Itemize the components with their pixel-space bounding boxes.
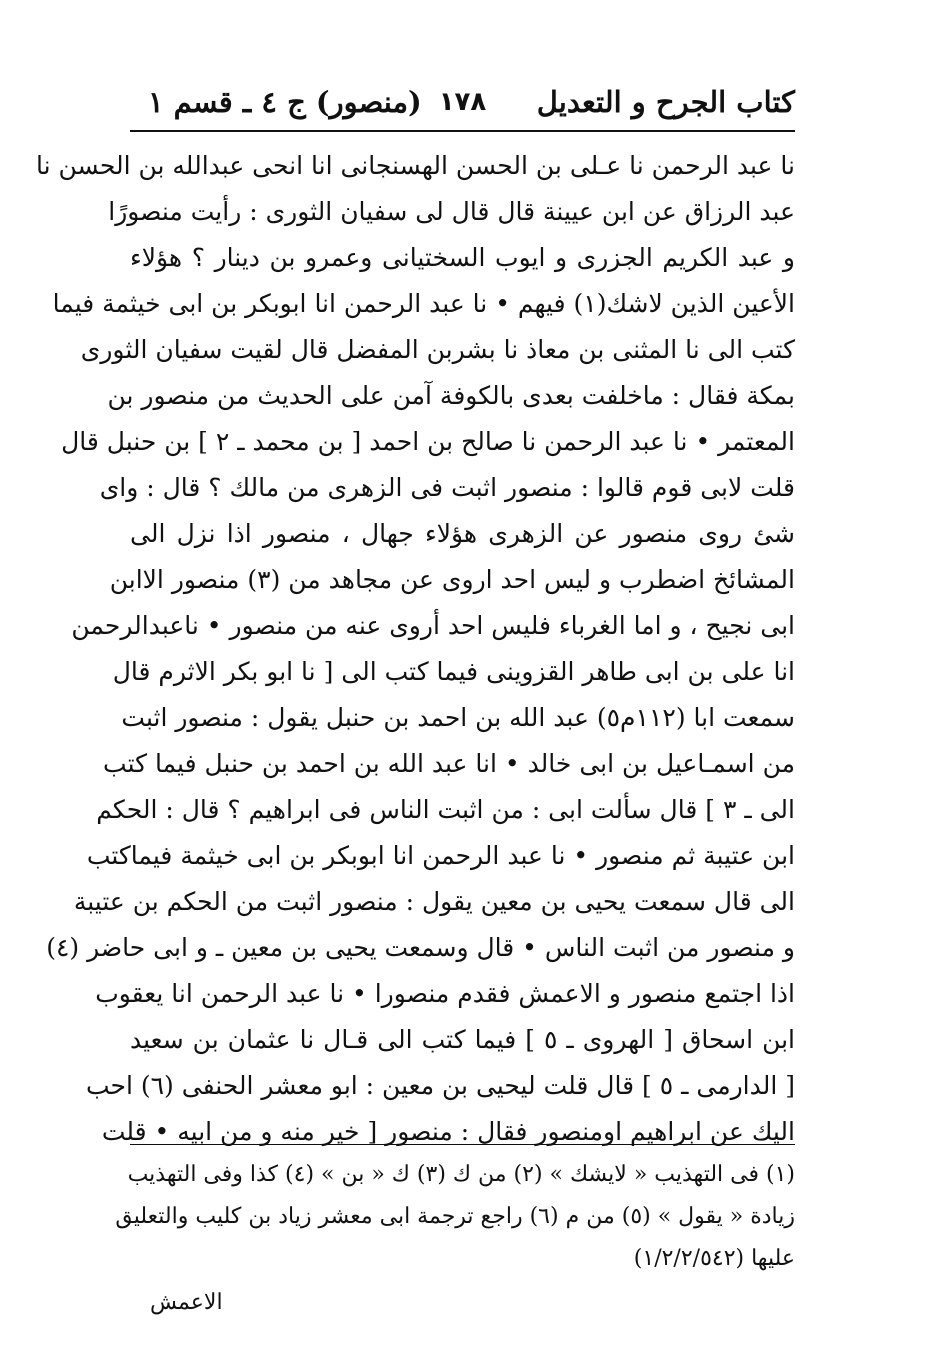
running-title: كتاب الجرح و التعديل xyxy=(536,85,795,119)
text-line: [ الدارمى ـ ٥ ] قال قلت ليحيى بن معين : ابو معشر الحنفى (٦) احب xyxy=(85,1071,795,1100)
text-line: كتب الى نا المثنى بن معاذ نا بشربن المفضل قال لقيت سفيان الثورى xyxy=(80,335,795,364)
footnote-line: (١) فى التهذيب « لايشك » (٢) من ك (٣) ك « بن » (٤) كذا وفى التهذيب xyxy=(127,1162,795,1187)
text-line: الأعين الذين لاشك(١) فيهم • نا عبد الرحمن انا ابوبكر بن ابى خيثمة فيما xyxy=(52,289,795,318)
text-line: سمعت ابا (١١٢م٥) عبد الله بن احمد بن حنبل يقول : منصور اثبت xyxy=(121,703,795,732)
section-label: (منصور) ج ٤ ـ قسم ١ xyxy=(148,85,422,119)
text-line: انا على بن ابى طاهر القزوينى فيما كتب الى [ نا ابو بكر الاثرم قال xyxy=(112,657,795,686)
catchword: الاعمش xyxy=(150,1290,223,1315)
text-line: ابى نجيح ، و اما الغرباء فليس احد أروى عنه من منصور • ناعبدالرحمن xyxy=(71,611,795,640)
text-line: ابن عتيبة ثم منصور • نا عبد الرحمن انا ابوبكر بن ابى خيثمة فيماكتب xyxy=(86,841,795,870)
page-number: ١٧٨ xyxy=(438,87,487,117)
footnotes xyxy=(115,1154,795,1280)
text-line: اذا اجتمع منصور و الاعمش فقدم منصورا • نا عبد الرحمن انا يعقوب xyxy=(95,979,795,1008)
text-line: الى قال سمعت يحيى بن معين يقول : منصور اثبت من الحكم بن عتيبة xyxy=(73,887,795,916)
text-line: الى ـ ٣ ] قال سألت ابى : من اثبت الناس فى ابراهيم ؟ قال : الحكم xyxy=(96,795,795,824)
text-line: نا عبد الرحمن نا عـلى بن الحسن الهسنجانى انا انحى عبدالله بن الحسن نا xyxy=(35,151,795,180)
text-line: شئ روى منصور عن الزهرى هؤلاء جهال ، منصور اذا نزل الى xyxy=(130,519,795,548)
text-line: من اسمـاعيل بن ابى خالد • انا عبد الله بن احمد بن حنبل فيما كتب xyxy=(103,749,795,778)
text-line: المشائخ اضطرب و ليس احد اروى عن مجاهد من (٣) منصور الاابن xyxy=(109,565,795,594)
text-line: المعتمر • نا عبد الرحمن نا صالح بن احمد [ بن محمد ـ ٢ ] بن حنبل قال xyxy=(61,427,795,456)
text-line: و عبد الكريم الجزرى و ايوب السختيانى وعمرو بن دينار ؟ هؤلاء xyxy=(130,243,795,272)
text-line: ابن اسحاق [ الهروى ـ ٥ ] فيما كتب الى قـال نا عثمان بن سعيد xyxy=(130,1025,795,1054)
main-text xyxy=(35,143,795,1155)
footnote-line: عليها (١/٢/٢/٥٤٢) xyxy=(633,1246,795,1271)
header-rule xyxy=(130,130,795,132)
text-line: قلت لابى قوم قالوا : منصور اثبت فى الزهرى من مالك ؟ قال : واى xyxy=(99,473,795,502)
text-line: عبد الرزاق عن ابن عيينة قال قال لى سفيان الثورى : رأيت منصورًا xyxy=(108,197,795,226)
footnote-rule xyxy=(130,1144,795,1145)
text-line: و منصور من اثبت الناس • قال وسمعت يحيى بن معين ـ و ابى حاضر (٤) xyxy=(46,933,795,962)
text-line: بمكة فقال : ماخلفت بعدى بالكوفة آمن على الحديث من منصور بن xyxy=(107,381,795,410)
text-line: اليك عن ابراهيم اومنصور فقال : منصور [ خير منه و من ابيه • قلت xyxy=(101,1117,795,1146)
page-header xyxy=(130,80,795,124)
footnote-line: زيادة « يقول » (٥) من م (٦) راجع ترجمة ابى معشر زياد بن كليب والتعليق xyxy=(115,1204,795,1229)
